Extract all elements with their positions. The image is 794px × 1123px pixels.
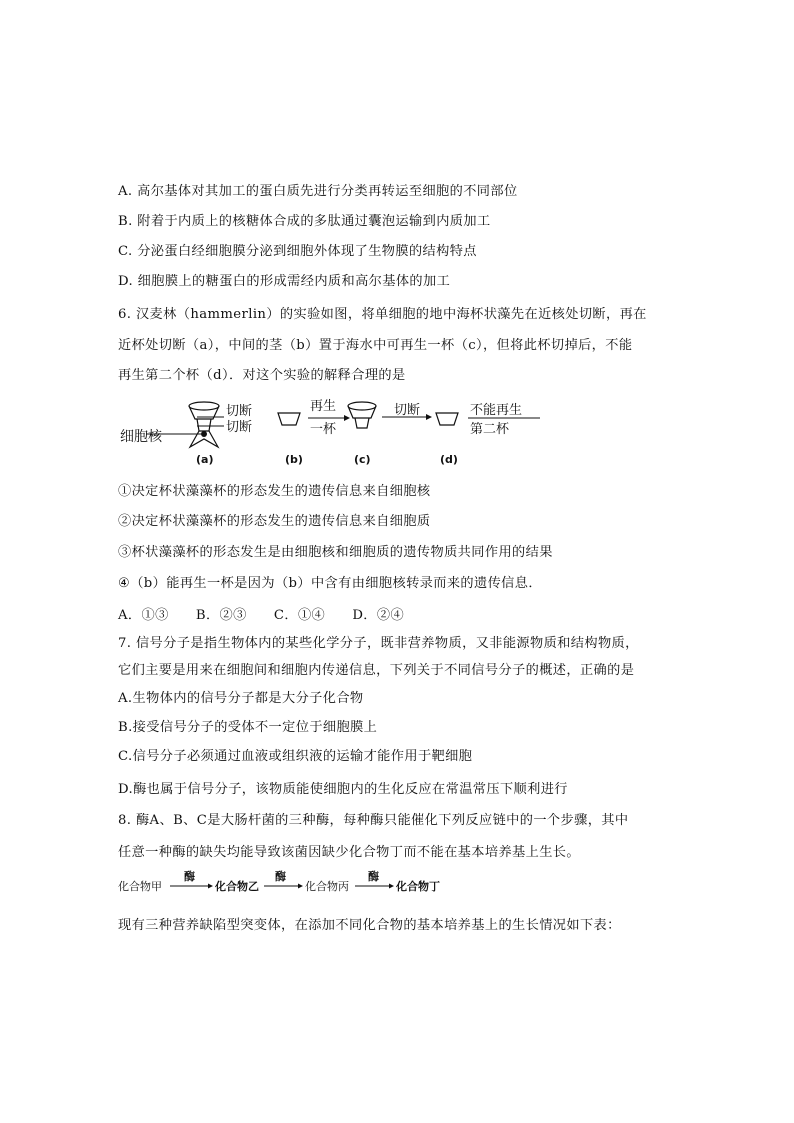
label-c: (c) <box>354 453 371 466</box>
statement-2: ②决定杯状藻藻杯的形态发生的遗传信息来自细胞质 <box>118 514 431 529</box>
question-8-line-2: 任意一种酶的缺失均能导致该菌因缺少化合物丁而不能在基本培养基上生长。 <box>118 845 580 860</box>
regen-arrow-head <box>344 415 350 421</box>
compound-1-label: 化合物甲 <box>118 880 162 893</box>
stalk-d-drawing <box>436 413 458 425</box>
cut-again-arrow-head <box>426 414 432 420</box>
question-6-line-1: 6. 汉麦林（hammerlin）的实验如图，将单细胞的地中海杯状藻先在近核处切断，再在 <box>118 307 647 322</box>
nucleus-dot <box>201 431 207 437</box>
statement-4: ④（b）能再生一杯是因为（b）中含有由细胞核转录而来的遗传信息． <box>118 576 542 591</box>
question-6-line-2: 近杯处切断（a），中间的茎（b）置于海水中可再生一杯（c），但将此杯切掉后，不能 <box>118 338 633 353</box>
label-d: (d) <box>440 453 458 466</box>
option-a-q7: A.生物体内的信号分子都是大分子化合物 <box>118 691 364 706</box>
question-8-line-3: 现有三种营养缺陷型突变体，在添加不同化合物的基本培养基上的生长情况如下表： <box>118 918 621 933</box>
label-a: (a) <box>196 453 214 466</box>
option-c-q5: C. 分泌蛋白经细胞膜分泌到细胞外体现了生物膜的结构特点 <box>118 244 477 259</box>
option-c-q7: C.信号分子必须通过血液或组织液的运输才能作用于靶细胞 <box>118 749 473 764</box>
reaction-chain-figure <box>118 870 458 898</box>
regen-label-1: 再生 <box>310 399 337 414</box>
enzyme-1-label: 酶 <box>184 870 195 883</box>
label-b: (b) <box>285 453 303 466</box>
no-regen-label-2: 第二杯 <box>470 422 510 437</box>
question-6-options: A．①③ B．②③ C．①④ D．②④ <box>118 608 405 623</box>
cup-a-drawing <box>189 402 219 447</box>
option-d-q5: D. 细胞膜上的糖蛋白的形成需经内质和高尔基体的加工 <box>118 274 451 289</box>
option-b-q7: B.接受信号分子的受体不一定位于细胞膜上 <box>118 720 378 735</box>
cut-again-label: 切断 <box>394 403 421 418</box>
question-7-line-1: 7. 信号分子是指生物体内的某些化学分子，既非营养物质，又非能源物质和结构物质， <box>118 636 639 651</box>
question-6-line-3: 再生第二个杯（d）．对这个实验的解释合理的是 <box>118 368 406 383</box>
compound-4-label: 化合物丁 <box>396 880 440 893</box>
question-7-line-2: 它们主要是用来在细胞间和细胞内传递信息，下列关于不同信号分子的概述，正确的是 <box>118 663 635 678</box>
enzyme-2-label: 酶 <box>275 870 286 883</box>
question-8-line-1: 8. 酶A、B、C是大肠杆菌的三种酶，每种酶只能催化下列反应链中的一个步骤，其中 <box>118 813 629 828</box>
statement-1: ①决定杯状藻藻杯的形态发生的遗传信息来自细胞核 <box>118 484 431 499</box>
enzyme-3-label: 酶 <box>368 870 379 883</box>
reaction-arrow-head-2 <box>298 884 303 889</box>
no-regen-label-1: 不能再生 <box>470 403 523 418</box>
stalk-b-drawing <box>278 413 300 425</box>
statement-3: ③杯状藻藻杯的形态发生是由细胞核和细胞质的遗传物质共同作用的结果 <box>118 545 553 560</box>
hammerlin-experiment-figure <box>118 393 558 469</box>
option-b-q5: B. 附着于内质上的核糖体合成的多肽通过囊泡运输到内质加工 <box>118 214 491 229</box>
option-d-q7: D.酶也属于信号分子，该物质能使细胞内的生化反应在常温常压下顺利进行 <box>118 782 568 797</box>
compound-3-label: 化合物丙 <box>305 880 349 893</box>
nucleus-label: 细胞核 <box>120 429 162 445</box>
cup-c-drawing <box>348 402 376 428</box>
reaction-arrow-head-1 <box>208 884 213 889</box>
compound-2-label: 化合物乙 <box>215 880 259 893</box>
regen-label-2: 一杯 <box>310 422 337 437</box>
cut-label-top: 切断 <box>226 404 253 419</box>
cut-label-bottom: 切断 <box>226 420 253 435</box>
option-a-q5: A. 高尔基体对其加工的蛋白质先进行分类再转运至细胞的不同部位 <box>118 184 518 199</box>
reaction-arrow-head-3 <box>389 884 394 889</box>
